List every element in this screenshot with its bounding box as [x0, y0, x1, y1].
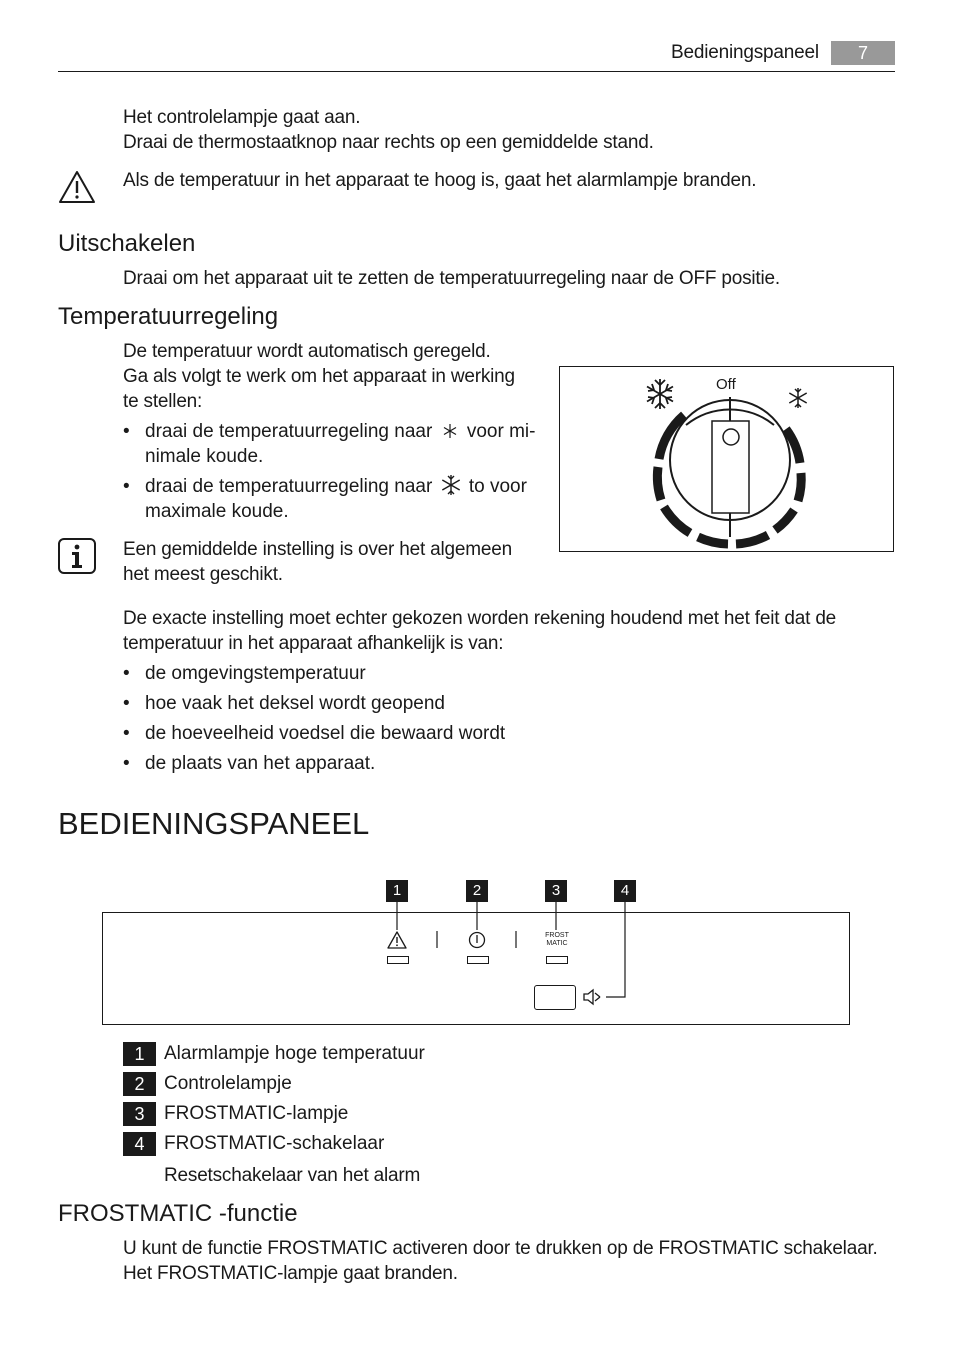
- power-icon: [467, 931, 487, 949]
- callout-1: 1: [386, 880, 408, 902]
- frostmatic-light: [546, 956, 568, 964]
- intro-line-2: Draai de thermostaatknop naar rechts op een gemiddelde stand.: [123, 132, 654, 153]
- heading-temperatuurregeling: Temperatuurregeling: [58, 303, 279, 330]
- frostmatic-label-line: MATIC: [546, 940, 568, 947]
- bullet-text: hoe vaak het deksel wordt geopend: [145, 693, 445, 714]
- legend-label: Alarmlampje hoge temperatuur: [164, 1043, 425, 1064]
- bullet-text-part: draai de temperatuurregeling naar: [145, 421, 433, 442]
- heading-bedieningspaneel: BEDIENINGSPANEEL: [58, 806, 370, 841]
- frostmatic-button[interactable]: [534, 985, 576, 1010]
- heading-frostmatic: FROSTMATIC -functie: [58, 1200, 298, 1227]
- bullet-text: de hoeveelheid voedsel die bewaard wordt: [145, 723, 506, 744]
- info-line-2: het meest geschikt.: [123, 564, 283, 585]
- bullet-dot: •: [123, 753, 130, 774]
- legend-label: Controlelampje: [164, 1073, 292, 1094]
- bullet-dot: •: [123, 421, 130, 442]
- exact-line-1: De exacte instelling moet echter gekozen worden rekening houdend met het feit dat de: [123, 608, 837, 629]
- legend-label: FROSTMATIC-lampje: [164, 1103, 349, 1124]
- running-header: Bedieningspaneel: [671, 42, 819, 63]
- bullet-text: de omgevingstemperatuur: [145, 663, 366, 684]
- uitschakelen-text: Draai om het apparaat uit te zetten de temperatuurregeling naar de OFF positie.: [123, 268, 780, 289]
- temp-p2b: te stellen:: [123, 391, 203, 412]
- pilot-light: [467, 956, 489, 964]
- bullet-text-part: to voor: [468, 476, 527, 497]
- frostmatic-label-line: FROST: [545, 932, 569, 939]
- heading-uitschakelen: Uitschakelen: [58, 230, 196, 257]
- dial-off-label: Off: [716, 376, 736, 393]
- bullet-dot: •: [123, 476, 130, 497]
- bullet-text-cont: maximale koude.: [145, 501, 289, 522]
- frostmatic-line-2: Het FROSTMATIC-lampje gaat branden.: [123, 1263, 458, 1284]
- legend-number: 3: [123, 1102, 156, 1126]
- page-number-text: 7: [857, 43, 868, 63]
- legend-extra: Resetschakelaar van het alarm: [164, 1165, 421, 1186]
- bullet-dot: •: [123, 723, 130, 744]
- callout-2: 2: [466, 880, 488, 902]
- bullet-text: de plaats van het apparaat.: [145, 753, 376, 774]
- exact-line-2: temperatuur in het apparaat afhankelijk is van:: [123, 633, 504, 654]
- intro-line-1: Het controlelampje gaat aan.: [123, 107, 361, 128]
- callout-3: 3: [545, 880, 567, 902]
- legend-label: FROSTMATIC-schakelaar: [164, 1133, 385, 1154]
- bullet-text-cont: nimale koude.: [145, 446, 264, 467]
- temp-p2a: Ga als volgt te werk om het apparaat in werking: [123, 366, 515, 387]
- frostmatic-line-1: U kunt de functie FROSTMATIC activeren door te drukken op de FROSTMATIC schakelaar.: [123, 1238, 878, 1259]
- alarm-mute-icon: [582, 988, 602, 1006]
- info-line-1: Een gemiddelde instelling is over het algemeen: [123, 539, 512, 560]
- alarm-light: [387, 956, 409, 964]
- bullet-text-part: voor mi-: [466, 421, 536, 442]
- alarm-warning-icon: [387, 931, 407, 949]
- bullet-text-part: draai de temperatuurregeling naar: [145, 476, 433, 497]
- legend-number: 2: [123, 1072, 156, 1096]
- bullet-dot: •: [123, 693, 130, 714]
- warning-text: Als de temperatuur in het apparaat te hoog is, gaat het alarmlampje branden.: [123, 170, 757, 191]
- callout-4: 4: [614, 880, 636, 902]
- legend-number: 4: [123, 1132, 156, 1156]
- bullet-dot: •: [123, 663, 130, 684]
- temp-p1: De temperatuur wordt automatisch geregeld.: [123, 341, 491, 362]
- legend-number: 1: [123, 1042, 156, 1066]
- frostmatic-label: [540, 932, 574, 948]
